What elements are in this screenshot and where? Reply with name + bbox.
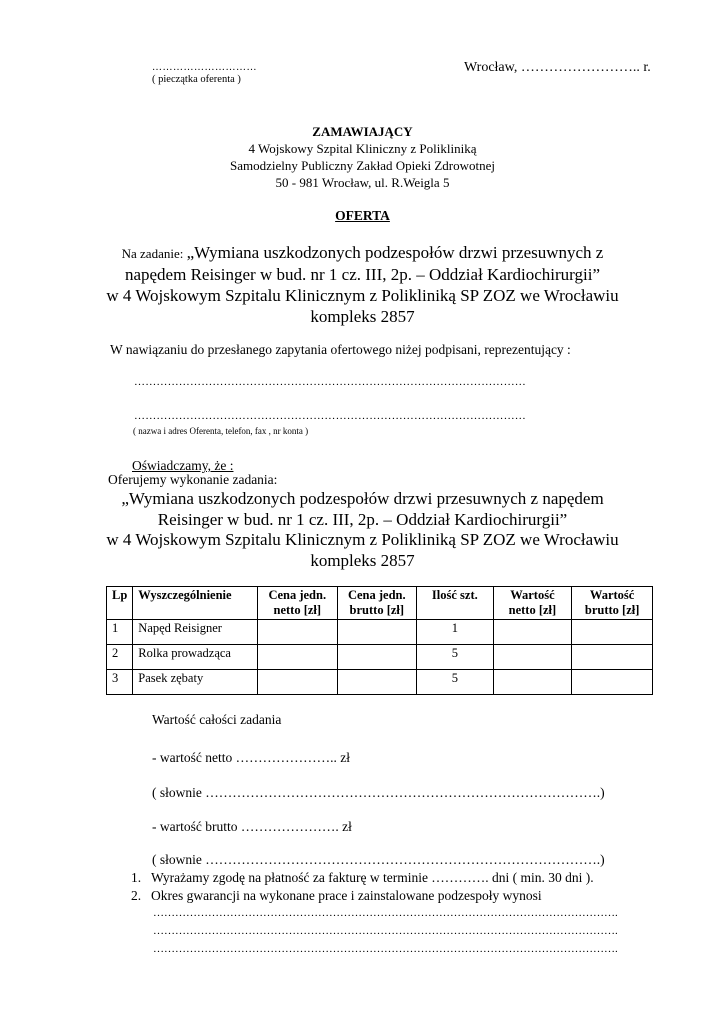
list-number: 2.: [131, 888, 142, 903]
table-header-row: [107, 587, 653, 620]
offer-statement: Oferujemy wykonanie zadania:: [108, 472, 278, 487]
warranty-fill-line-2: ……………………………………………………………………………………………………………….: [153, 925, 618, 937]
header-net-value: Wartość netto [zł]: [493, 587, 572, 620]
fill-line-2: ……………………………………………………………………………………………: [134, 410, 526, 422]
row-lp: 1: [107, 620, 133, 645]
row-gross-value: [572, 620, 653, 645]
row-item: Rolka prowadząca: [133, 645, 258, 670]
row-item: Pasek zębaty: [133, 670, 258, 695]
list-item: [131, 870, 641, 888]
row-item: Napęd Reisigner: [133, 620, 258, 645]
header-gross-value: Wartość brutto [zł]: [572, 587, 653, 620]
row-lp: 2: [107, 645, 133, 670]
row-gross-unit-price: [337, 620, 417, 645]
header-lp: Lp: [107, 587, 133, 620]
row-net-unit-price: [258, 645, 337, 670]
row-quantity: 5: [417, 670, 493, 695]
fill-line-1: ……………………………………………………………………………………………: [134, 376, 526, 388]
city-date-field: Wrocław, …………………….. r.: [464, 60, 651, 75]
buyer-type: Samodzielny Publiczny Zakład Opieki Zdrowotnej: [230, 158, 495, 173]
row-quantity: 1: [417, 620, 493, 645]
net-total-field: - wartość netto ………………….. zł: [152, 750, 350, 765]
buyer-address: 50 - 981 Wrocław, ul. R.Weigla 5: [275, 175, 450, 190]
row-net-value: [493, 670, 572, 695]
list-item: [131, 888, 641, 906]
buyer-heading: ZAMAWIAJĄCY: [312, 124, 413, 139]
fill-note: ( nazwa i adres Oferenta, telefon, fax , nr konta ): [133, 426, 309, 436]
task-prefix: Na zadanie:: [121, 246, 187, 261]
row-gross-value: [572, 670, 653, 695]
row-net-value: [493, 645, 572, 670]
task-line-3: w 4 Wojskowym Szpitalu Klinicznym z Polikliniką SP ZOZ we Wrocławiu: [106, 286, 619, 305]
task-repeat-line-2: Reisinger w bud. nr 1 cz. III, 2p. – Oddział Kardiochirurgii”: [157, 509, 568, 529]
row-gross-value: [572, 645, 653, 670]
stamp-placeholder-line: …………………………: [152, 62, 257, 73]
payment-terms-text: Wyrażamy zgodę na płatność za fakturę w terminie …………. dni ( min. 30 dni ).: [151, 870, 594, 885]
table-row: [107, 645, 653, 670]
items-table: [106, 586, 653, 695]
gross-total-field: - wartość brutto …………………. zł: [152, 819, 352, 834]
row-gross-unit-price: [337, 645, 417, 670]
warranty-fill-line-3: ……………………………………………………………………………………………………………….: [153, 943, 618, 955]
task-repeat: [0, 489, 725, 571]
task-line-2: napędem Reisinger w bud. nr 1 cz. III, 2p. – Oddział Kardiochirurgii”: [124, 265, 601, 284]
task-repeat-line-4: kompleks 2857: [310, 550, 415, 570]
task-description: [0, 242, 725, 327]
buyer-name: 4 Wojskowy Szpital Kliniczny z Polikliniką: [248, 141, 477, 156]
task-repeat-line-1: „Wymiana uszkodzonych podzespołów drzwi przesuwnych z napędem: [121, 489, 604, 508]
row-lp: 3: [107, 670, 133, 695]
table-row: [107, 620, 653, 645]
intro-text: W nawiązaniu do przesłanego zapytania ofertowego niżej podpisani, reprezentujący :: [110, 342, 571, 357]
warranty-fill-line-1: ……………………………………………………………………………………………………………….: [153, 907, 618, 919]
row-quantity: 5: [417, 645, 493, 670]
header-quantity: Ilość szt.: [417, 587, 493, 620]
row-net-unit-price: [258, 620, 337, 645]
net-total-words-field: ( słownie …………………………………………………………………………….): [152, 785, 605, 800]
header-net-unit-price: Cena jedn. netto [zł]: [258, 587, 337, 620]
gross-total-words-field: ( słownie …………………………………………………………………………….): [152, 852, 605, 867]
row-net-unit-price: [258, 670, 337, 695]
task-line-4: kompleks 2857: [310, 307, 415, 326]
header-item: Wyszczególnienie: [133, 587, 258, 620]
offer-title: OFERTA: [335, 208, 390, 223]
totals-heading: Wartość całości zadania: [152, 712, 282, 727]
row-gross-unit-price: [337, 670, 417, 695]
warranty-text: Okres gwarancji na wykonane prace i zainstalowane podzespoły wynosi: [151, 888, 542, 903]
stamp-label: ( pieczątka oferenta ): [152, 74, 241, 85]
declaration-heading: Oświadczamy, że :: [132, 458, 234, 473]
table-row: [107, 670, 653, 695]
header-gross-unit-price: Cena jedn. brutto [zł]: [337, 587, 417, 620]
row-net-value: [493, 620, 572, 645]
list-number: 1.: [131, 870, 142, 885]
task-line-1: „Wymiana uszkodzonych podzespołów drzwi przesuwnych z: [186, 243, 604, 262]
task-repeat-line-3: w 4 Wojskowym Szpitalu Klinicznym z Polikliniką SP ZOZ we Wrocławiu: [106, 530, 619, 549]
